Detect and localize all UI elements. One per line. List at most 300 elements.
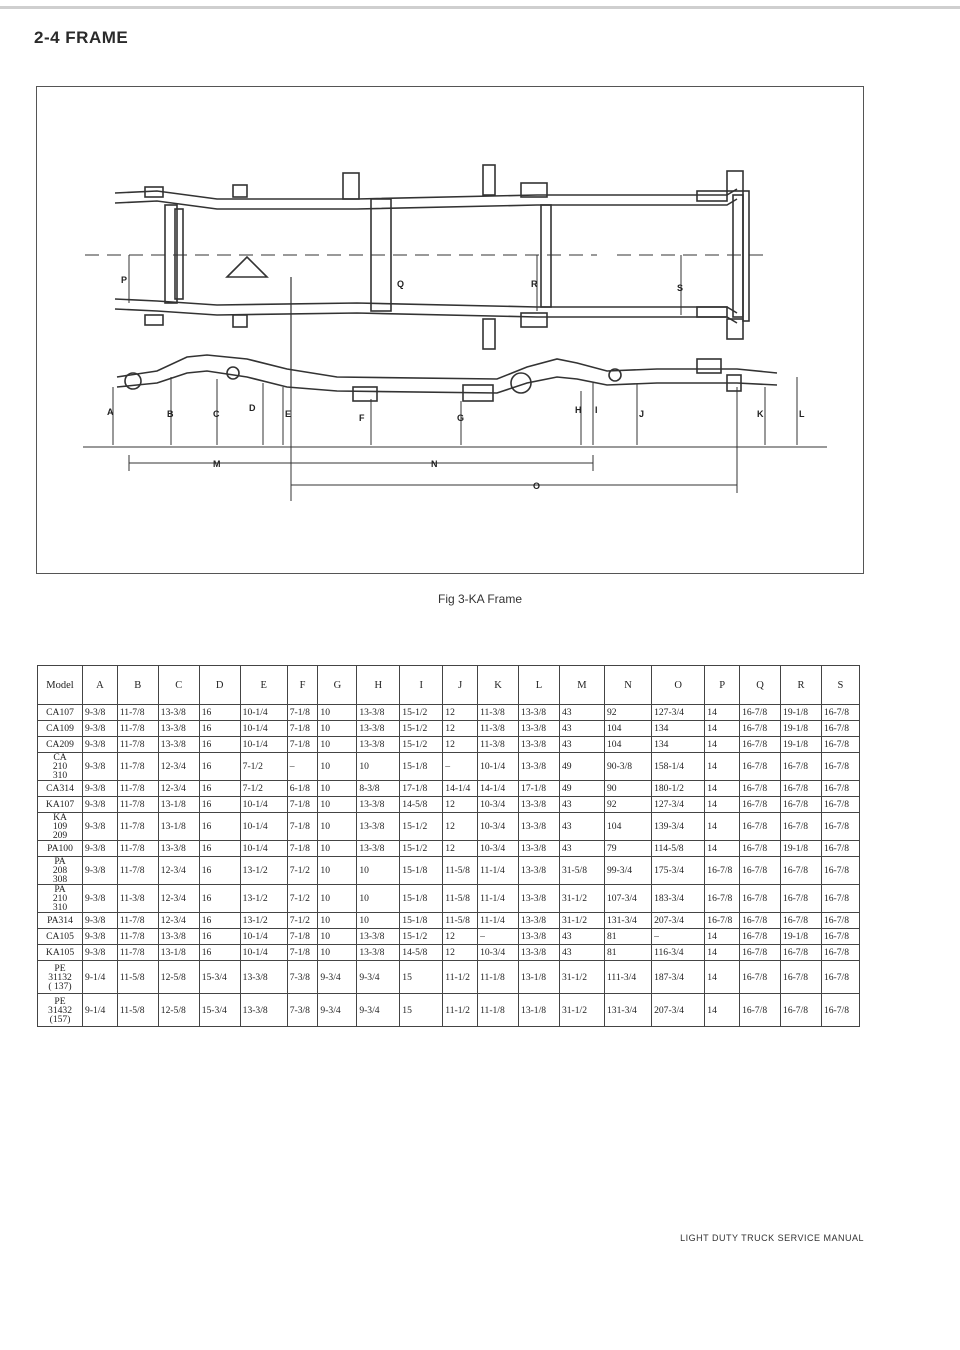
table-cell: 13-3/8 <box>519 929 560 945</box>
table-cell: 10 <box>318 781 357 797</box>
label-A: A <box>107 407 114 417</box>
table-cell: 14 <box>705 945 740 961</box>
table-cell: 16 <box>199 813 240 841</box>
table-cell: 14 <box>705 841 740 857</box>
table-cell: 16-7/8 <box>821 994 859 1027</box>
table-cell: 16-7/8 <box>781 781 822 797</box>
table-cell: 207-3/4 <box>652 913 705 929</box>
table-cell: 16 <box>199 929 240 945</box>
table-cell: 13-3/8 <box>357 841 400 857</box>
table-cell: 16-7/8 <box>705 913 740 929</box>
table-cell: 9-3/8 <box>83 737 118 753</box>
table-cell: 9-3/4 <box>357 961 400 994</box>
table-cell: 10-1/4 <box>240 797 287 813</box>
table-cell: 10 <box>357 857 400 885</box>
table-cell: 7-1/8 <box>287 945 318 961</box>
table-cell: 7-1/2 <box>287 857 318 885</box>
table-cell: – <box>287 753 318 781</box>
table-cell: 9-3/8 <box>83 857 118 885</box>
table-cell: 10 <box>318 841 357 857</box>
table-cell: 9-3/8 <box>83 913 118 929</box>
model-text: PA <box>54 856 66 867</box>
table-cell: 10-1/4 <box>240 705 287 721</box>
table-cell: 14-5/8 <box>400 945 443 961</box>
table-cell: 16-7/8 <box>740 781 781 797</box>
right-rail-inner <box>115 299 737 313</box>
table-cell: 104 <box>604 813 651 841</box>
table-cell: 16 <box>199 753 240 781</box>
table-cell: 13-3/8 <box>519 753 560 781</box>
table-cell: 7-1/2 <box>240 753 287 781</box>
table-cell: 11-7/8 <box>117 945 158 961</box>
table-cell: 7-1/2 <box>287 913 318 929</box>
table-cell: 16-7/8 <box>740 961 781 994</box>
table-cell: 12-3/4 <box>158 781 199 797</box>
table-cell: 104 <box>604 721 651 737</box>
table-cell: 16-7/8 <box>740 885 781 913</box>
table-cell: 10-3/4 <box>478 797 519 813</box>
table-cell: 12 <box>443 797 478 813</box>
table-cell: 92 <box>604 797 651 813</box>
table-cell: 16 <box>199 797 240 813</box>
left-rail <box>115 189 737 199</box>
table-cell: 9-3/8 <box>83 945 118 961</box>
table-row <box>38 885 860 913</box>
table-cell: 16-7/8 <box>740 797 781 813</box>
table-cell: 19-1/8 <box>781 705 822 721</box>
model-text: 208 <box>52 865 68 876</box>
table-cell: 90 <box>604 781 651 797</box>
table-cell: 14 <box>705 961 740 994</box>
label-F: F <box>359 413 365 423</box>
table-cell: 90-3/8 <box>604 753 651 781</box>
table-cell: 12-3/4 <box>158 885 199 913</box>
table-cell: 16-7/8 <box>781 913 822 929</box>
table-cell: 183-3/4 <box>652 885 705 913</box>
table-cell: 79 <box>604 841 651 857</box>
model-text: KA <box>53 812 67 823</box>
table-cell: 43 <box>559 737 604 753</box>
table-cell: 13-1/8 <box>158 797 199 813</box>
model-cell <box>38 857 83 885</box>
table-cell: 16-7/8 <box>740 945 781 961</box>
table-cell: 11-7/8 <box>117 857 158 885</box>
table-cell: 16-7/8 <box>781 753 822 781</box>
table-cell: – <box>652 929 705 945</box>
table-row <box>38 813 860 841</box>
model-text: 310 <box>52 770 68 781</box>
table-cell: 13-3/8 <box>519 945 560 961</box>
table-cell: 10 <box>318 929 357 945</box>
table-cell: 15-1/2 <box>400 737 443 753</box>
column-header: N <box>604 666 651 705</box>
model-text: CA <box>53 752 67 763</box>
table-cell: 15-1/8 <box>400 753 443 781</box>
table-cell: 13-3/8 <box>519 857 560 885</box>
table-row <box>38 721 860 737</box>
dimension-table <box>37 665 860 1027</box>
table-cell: 16 <box>199 841 240 857</box>
table-cell: 10-1/4 <box>240 929 287 945</box>
model-text: PE <box>54 962 66 974</box>
table-cell: 11-5/8 <box>443 885 478 913</box>
table-cell: 10 <box>318 885 357 913</box>
table-cell: 14-1/4 <box>478 781 519 797</box>
table-row <box>38 705 860 721</box>
table-cell: 13-3/8 <box>519 885 560 913</box>
model-cell <box>38 705 83 721</box>
table-cell: 7-1/2 <box>287 885 318 913</box>
table-cell: 17-1/8 <box>400 781 443 797</box>
table-cell: 16-7/8 <box>740 841 781 857</box>
table-cell: 207-3/4 <box>652 994 705 1027</box>
model-text: CA209 <box>46 739 74 750</box>
table-cell: 175-3/4 <box>652 857 705 885</box>
model-text: PE <box>54 995 66 1007</box>
table-cell: 13-3/8 <box>519 813 560 841</box>
table-cell: 16-7/8 <box>821 929 859 945</box>
table-cell: 13-3/8 <box>357 721 400 737</box>
label-B: B <box>167 409 174 419</box>
table-cell: 14 <box>705 753 740 781</box>
table-cell: 11-3/8 <box>117 885 158 913</box>
model-text: (157) <box>49 1013 71 1025</box>
table-cell: 16-7/8 <box>821 737 859 753</box>
table-cell: 43 <box>559 705 604 721</box>
model-text: CA314 <box>46 783 74 794</box>
column-header: A <box>83 666 118 705</box>
table-cell: 11-1/8 <box>478 961 519 994</box>
table-cell: 16-7/8 <box>821 753 859 781</box>
table-cell: 11-1/4 <box>478 913 519 929</box>
model-text: 308 <box>52 874 68 885</box>
model-text: 310 <box>52 902 68 913</box>
table-cell: 16-7/8 <box>705 885 740 913</box>
table-cell: 13-3/8 <box>519 737 560 753</box>
table-cell: 9-3/8 <box>83 781 118 797</box>
column-header: C <box>158 666 199 705</box>
top-rule <box>0 6 960 9</box>
table-cell: 10 <box>318 857 357 885</box>
table-cell: 16 <box>199 913 240 929</box>
table-cell: 15-1/8 <box>400 913 443 929</box>
model-text: 209 <box>52 830 68 841</box>
table-cell: 16-7/8 <box>740 753 781 781</box>
label-D: D <box>249 403 256 413</box>
table-cell: 16 <box>199 885 240 913</box>
column-header: L <box>519 666 560 705</box>
table-cell: 9-3/4 <box>318 961 357 994</box>
table-cell: 81 <box>604 945 651 961</box>
label-M: M <box>213 459 221 469</box>
table-cell: 16-7/8 <box>821 945 859 961</box>
table-cell: 16-7/8 <box>740 737 781 753</box>
table-cell: 31-5/8 <box>559 857 604 885</box>
table-cell: 11-5/8 <box>443 913 478 929</box>
table-cell: 13-3/8 <box>158 841 199 857</box>
table-cell: 16-7/8 <box>781 857 822 885</box>
table-cell: 127-3/4 <box>652 705 705 721</box>
table-cell: – <box>478 929 519 945</box>
table-cell: 16-7/8 <box>821 797 859 813</box>
table-cell: 187-3/4 <box>652 961 705 994</box>
table-cell: 7-1/8 <box>287 841 318 857</box>
table-cell: 16-7/8 <box>821 721 859 737</box>
table-cell: 12-3/4 <box>158 857 199 885</box>
table-cell: 7-1/8 <box>287 929 318 945</box>
table-cell: 10-1/4 <box>240 841 287 857</box>
table-cell: 81 <box>604 929 651 945</box>
table-cell: 9-3/8 <box>83 721 118 737</box>
model-text: 31132 <box>48 971 72 983</box>
table-cell: 12 <box>443 945 478 961</box>
label-Q: Q <box>397 279 405 289</box>
table-cell: 16-7/8 <box>821 885 859 913</box>
table-cell: 16-7/8 <box>740 813 781 841</box>
table-cell: 10 <box>318 753 357 781</box>
table-cell: 16-7/8 <box>781 813 822 841</box>
table-cell: 9-3/8 <box>83 841 118 857</box>
table-cell: 9-3/4 <box>318 994 357 1027</box>
table-cell: 13-1/2 <box>240 885 287 913</box>
table-cell: 10 <box>357 753 400 781</box>
table-cell: 15-1/2 <box>400 841 443 857</box>
table-cell: 16 <box>199 857 240 885</box>
table-cell: 104 <box>604 737 651 753</box>
column-header: D <box>199 666 240 705</box>
table-cell: 11-7/8 <box>117 813 158 841</box>
table-cell: 16-7/8 <box>781 961 822 994</box>
table-cell: 9-3/8 <box>83 929 118 945</box>
table-cell: 14 <box>705 797 740 813</box>
column-header: G <box>318 666 357 705</box>
table-cell: 10 <box>318 797 357 813</box>
table-cell: 13-3/8 <box>357 929 400 945</box>
table-cell: 10 <box>318 945 357 961</box>
table-cell: 10-1/4 <box>240 737 287 753</box>
table-cell: 49 <box>559 781 604 797</box>
table-cell: 16 <box>199 737 240 753</box>
column-header: Q <box>740 666 781 705</box>
table-cell: 134 <box>652 721 705 737</box>
table-cell: 131-3/4 <box>604 994 651 1027</box>
table-cell: 12 <box>443 929 478 945</box>
column-header: I <box>400 666 443 705</box>
table-cell: 13-3/8 <box>519 705 560 721</box>
table-cell: 12-3/4 <box>158 913 199 929</box>
model-cell <box>38 737 83 753</box>
table-cell: 9-1/4 <box>83 961 118 994</box>
footer-text: LIGHT DUTY TRUCK SERVICE MANUAL <box>680 1233 864 1243</box>
model-cell <box>38 797 83 813</box>
table-cell: 11-7/8 <box>117 781 158 797</box>
model-cell <box>38 929 83 945</box>
table-cell: 10 <box>357 913 400 929</box>
table-cell: 139-3/4 <box>652 813 705 841</box>
table-cell: 16-7/8 <box>705 857 740 885</box>
table-cell: 10 <box>318 721 357 737</box>
table-cell: 11-5/8 <box>443 857 478 885</box>
figure-caption: Fig 3-KA Frame <box>437 592 523 606</box>
table-cell: 13-3/8 <box>158 705 199 721</box>
table-cell: 19-1/8 <box>781 929 822 945</box>
table-cell: 13-3/8 <box>519 721 560 737</box>
table-cell: 92 <box>604 705 651 721</box>
table-cell: 12 <box>443 841 478 857</box>
table-cell: 158-1/4 <box>652 753 705 781</box>
table-cell: 49 <box>559 753 604 781</box>
table-cell: – <box>443 753 478 781</box>
table-cell: 19-1/8 <box>781 737 822 753</box>
table-cell: 11-5/8 <box>117 994 158 1027</box>
table-cell: 13-3/8 <box>158 737 199 753</box>
table-cell: 13-3/8 <box>519 841 560 857</box>
table-cell: 16-7/8 <box>821 813 859 841</box>
table-cell: 9-3/8 <box>83 797 118 813</box>
table-cell: 13-1/2 <box>240 913 287 929</box>
table-header-row <box>38 666 860 705</box>
table-cell: 11-7/8 <box>117 913 158 929</box>
table-cell: 16-7/8 <box>821 841 859 857</box>
table-cell: 6-1/8 <box>287 781 318 797</box>
label-L: L <box>799 409 805 419</box>
table-cell: 13-1/8 <box>158 813 199 841</box>
label-J: J <box>639 409 645 419</box>
table-cell: 16-7/8 <box>821 781 859 797</box>
table-row <box>38 913 860 929</box>
table-cell: 10 <box>318 913 357 929</box>
table-row <box>38 737 860 753</box>
table-cell: 16-7/8 <box>781 945 822 961</box>
table-cell: 14 <box>705 721 740 737</box>
table-cell: 10-3/4 <box>478 841 519 857</box>
table-cell: 14-1/4 <box>443 781 478 797</box>
label-C: C <box>213 409 220 419</box>
table-cell: 13-3/8 <box>357 737 400 753</box>
label-K: K <box>757 409 764 419</box>
table-cell: 13-3/8 <box>519 797 560 813</box>
table-cell: 127-3/4 <box>652 797 705 813</box>
table-cell: 16-7/8 <box>740 929 781 945</box>
table-cell: 7-1/8 <box>287 737 318 753</box>
table-cell: 7-1/8 <box>287 813 318 841</box>
table-cell: 16-7/8 <box>781 885 822 913</box>
table-cell: 43 <box>559 929 604 945</box>
table-cell: 8-3/8 <box>357 781 400 797</box>
table-cell: 15-1/8 <box>400 857 443 885</box>
table-cell: 14 <box>705 781 740 797</box>
table-cell: 43 <box>559 797 604 813</box>
model-text: 210 <box>52 761 68 772</box>
table-cell: 14 <box>705 705 740 721</box>
column-header: O <box>652 666 705 705</box>
table-row <box>38 841 860 857</box>
column-header: Model <box>38 666 83 705</box>
table-cell: 31-1/2 <box>559 913 604 929</box>
table-cell: 15-3/4 <box>199 994 240 1027</box>
table-cell: 15 <box>400 961 443 994</box>
table-cell: 14 <box>705 737 740 753</box>
table-cell: 107-3/4 <box>604 885 651 913</box>
table-cell: 11-7/8 <box>117 797 158 813</box>
table-cell: 10 <box>357 885 400 913</box>
table-cell: 16-7/8 <box>740 705 781 721</box>
table-cell: 9-3/4 <box>357 994 400 1027</box>
model-text: CA105 <box>46 931 74 942</box>
frame-diagram <box>37 87 865 575</box>
column-header: S <box>821 666 859 705</box>
table-cell: 11-7/8 <box>117 929 158 945</box>
table-cell: 31-1/2 <box>559 961 604 994</box>
model-text: PA314 <box>47 915 73 926</box>
table-cell: 134 <box>652 737 705 753</box>
model-text: 210 <box>52 893 68 904</box>
rear-crossmember <box>541 205 551 307</box>
table-cell: 16-7/8 <box>821 705 859 721</box>
table-cell: 9-1/4 <box>83 994 118 1027</box>
model-text: CA107 <box>46 707 74 718</box>
table-cell: 15-1/2 <box>400 721 443 737</box>
table-cell: 15-1/2 <box>400 929 443 945</box>
table-cell: 13-3/8 <box>519 913 560 929</box>
table-row <box>38 753 860 781</box>
table-cell: 12-5/8 <box>158 994 199 1027</box>
column-header: B <box>117 666 158 705</box>
table-cell: 10-1/4 <box>240 813 287 841</box>
table-cell: 116-3/4 <box>652 945 705 961</box>
model-cell <box>38 885 83 913</box>
label-O: O <box>533 481 541 491</box>
table-cell: 31-1/2 <box>559 994 604 1027</box>
table-cell: 99-3/4 <box>604 857 651 885</box>
table-cell: 13-1/8 <box>158 945 199 961</box>
label-G: G <box>457 413 465 423</box>
table-cell: 14 <box>705 994 740 1027</box>
column-header: P <box>705 666 740 705</box>
table-cell: 7-3/8 <box>287 994 318 1027</box>
table-cell: 13-3/8 <box>357 945 400 961</box>
model-text: KA105 <box>45 947 75 958</box>
model-cell <box>38 721 83 737</box>
column-header: E <box>240 666 287 705</box>
table-cell: 11-7/8 <box>117 753 158 781</box>
table-cell: 13-1/8 <box>519 994 560 1027</box>
model-text: KA107 <box>45 799 75 810</box>
table-cell: 13-3/8 <box>357 813 400 841</box>
end-crossmember <box>733 195 743 317</box>
table-cell: 15-1/2 <box>400 813 443 841</box>
table-cell: 16-7/8 <box>781 797 822 813</box>
table-cell: 10-1/4 <box>478 753 519 781</box>
table-cell: 31-1/2 <box>559 885 604 913</box>
model-text: ( 137) <box>48 980 72 992</box>
table-cell: 14 <box>705 929 740 945</box>
table-cell: 15-1/8 <box>400 885 443 913</box>
model-cell <box>38 945 83 961</box>
table-cell: 19-1/8 <box>781 721 822 737</box>
table-cell: 15-1/2 <box>400 705 443 721</box>
table-cell: 12 <box>443 737 478 753</box>
table-cell: 11-1/8 <box>478 994 519 1027</box>
label-H: H <box>575 405 582 415</box>
table-cell: 15-3/4 <box>199 961 240 994</box>
model-cell <box>38 753 83 781</box>
table-cell: 12 <box>443 705 478 721</box>
table-cell: 9-3/8 <box>83 813 118 841</box>
model-cell <box>38 994 83 1027</box>
label-E: E <box>285 409 292 419</box>
model-text: PA100 <box>47 843 73 854</box>
